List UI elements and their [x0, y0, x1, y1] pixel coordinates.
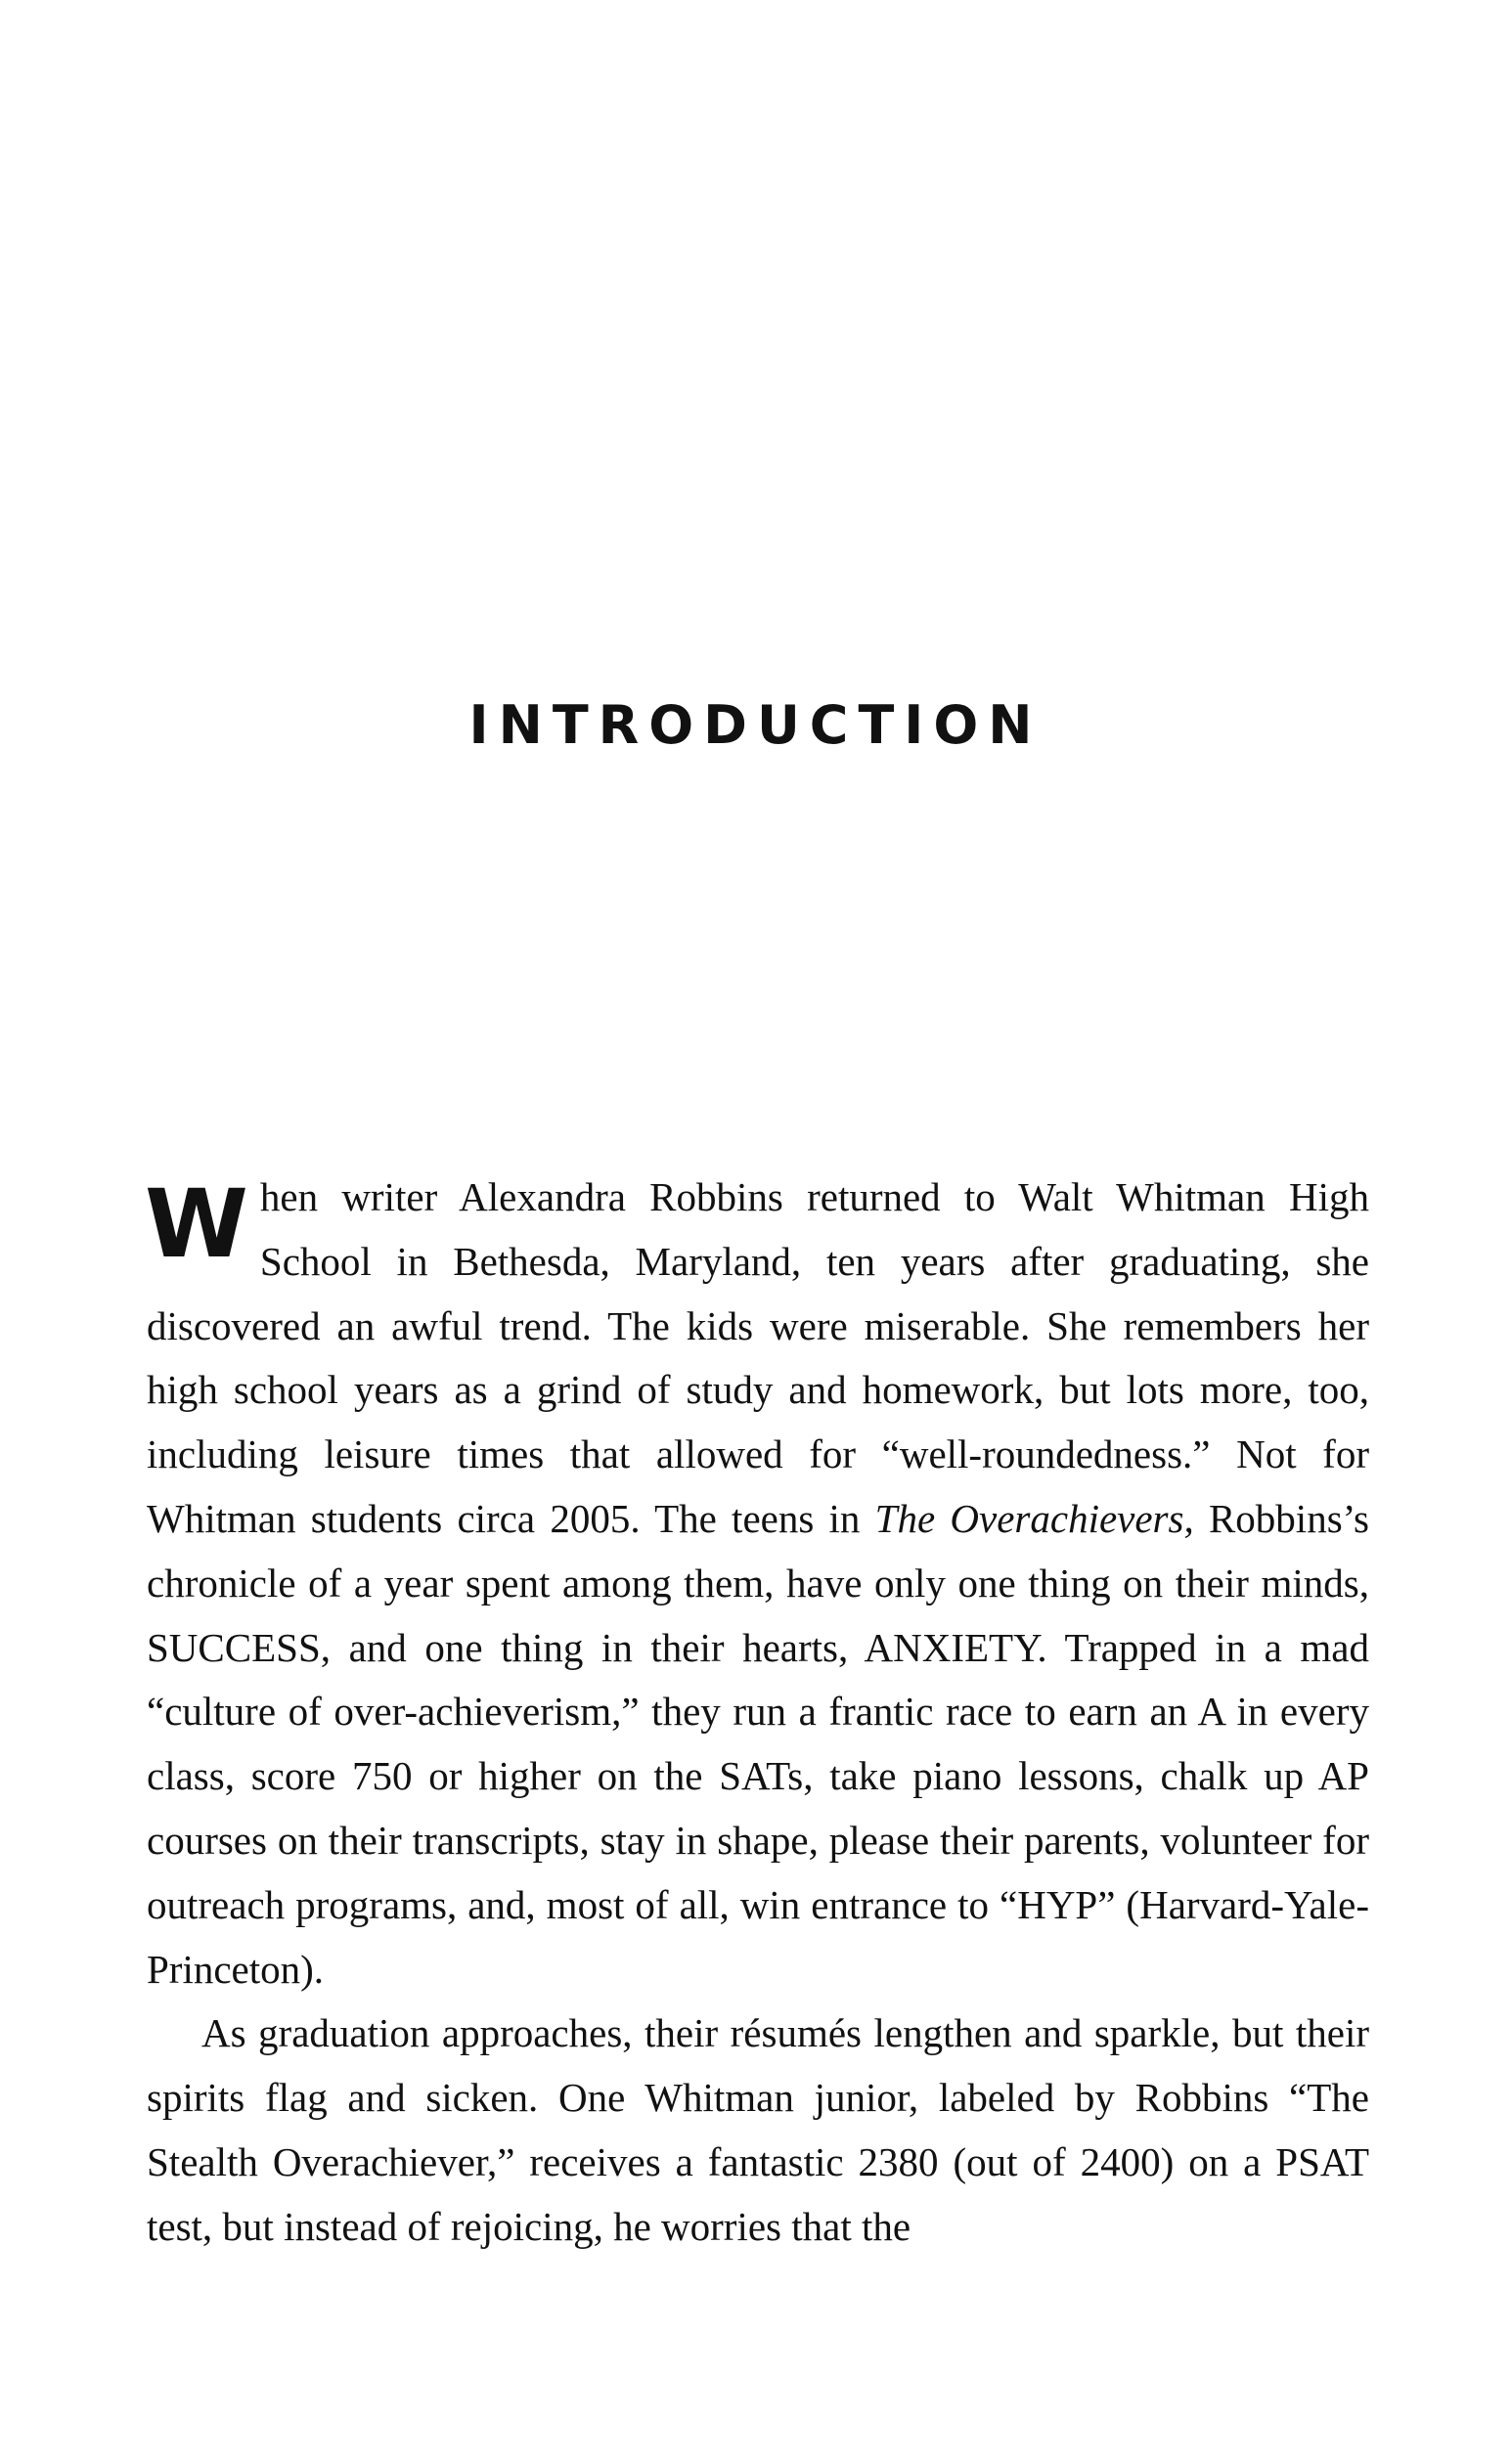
chapter-title: INTRODUCTION [468, 694, 1043, 756]
paragraph-1-text-a: hen writer Alexandra Robbins returned to Walt Whitman High School in Bethesda, Maryland, ten years after graduating, she discovered an awful trend. The kids were miserable. She remembers her high school years as a grind of study and homework, but lots more, too, including leisure times that allowed for “well-roundedness.” Not for Whitman students circa 2005. The teens in [147, 1174, 1369, 1541]
paragraph-1-text-b: Robbins’s chronicle of a year spent among them, have only one thing on their minds, SUCCESS, and one thing in their hearts, ANXIETY. Trapped in a mad “culture of over-achieverism,” they run a frantic race to earn an A in every class, score 750 or higher on the SATs, take piano lessons, chalk up AP courses on their transcripts, stay in shape, please their parents, volunteer for outreach programs, and, most of all, win entrance to “HYP” (Harvard-Yale-Princeton). [147, 1495, 1369, 1992]
paragraph-2: As graduation approaches, their résumés lengthen and sparkle, but their spirits flag and sicken. One Whitman junior, labeled by Robbins “The Stealth Overachiever,” receives a fantastic 2380 (out of 2400) on a PSAT test, but instead of rejoicing, he worries that the [147, 2010, 1369, 2249]
body-text [147, 1166, 1369, 2260]
book-title-italic: The Overachievers, [874, 1495, 1194, 1541]
drop-cap: W [145, 1169, 248, 1279]
paragraph-1 [147, 1166, 1369, 2002]
